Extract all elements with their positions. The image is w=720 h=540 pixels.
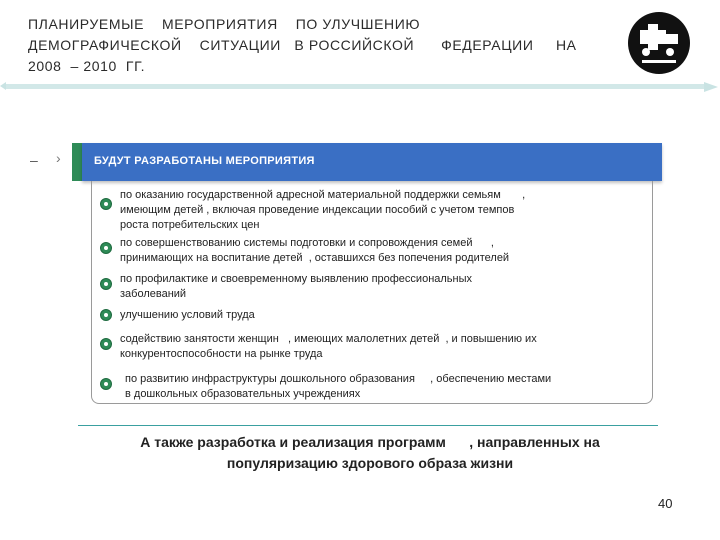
footer-divider: [78, 425, 658, 426]
slide-title: [28, 14, 638, 77]
title-line-1: ПЛАНИРУЕМЫЕ МЕРОПРИЯТИЯ ПО УЛУЧШЕНИЮ: [28, 16, 421, 32]
list-item-text: по оказанию государственной адресной материальной поддержки семьям , имеющим детей , включая проведение индексации пособий с учетом темпов роста потребительских цен: [120, 189, 526, 231]
green-circle-bullet-icon: [100, 278, 112, 290]
green-circle-bullet-icon: [100, 338, 112, 350]
page-number: 40: [658, 496, 673, 511]
title-line-3: 2008 – 2010 ГГ.: [28, 58, 146, 74]
list-item-text: улучшению условий труда: [120, 309, 255, 321]
section-header-label: БУДУТ РАЗРАБОТАНЫ МЕРОПРИЯТИЯ: [94, 155, 315, 167]
title-line-2: ДЕМОГРАФИЧЕСКОЙ СИТУАЦИИ В РОССИЙСКОЙ ФЕДЕРАЦИИ НА: [28, 37, 577, 53]
green-circle-bullet-icon: [100, 378, 112, 390]
green-circle-bullet-icon: [100, 309, 112, 321]
header-arrow-rule: [0, 82, 720, 102]
list-item-text: по совершенствованию системы подготовки и сопровождения семей , принимающих на воспитание детей , оставшихся без попечения родителей: [120, 237, 510, 264]
header-accent-bar: [72, 143, 82, 181]
list-item-text: содействию занятости женщин , имеющих малолетних детей , и повышению их конкурентоспособности на рынке труда: [120, 333, 537, 360]
health-emblem-icon: [626, 10, 692, 76]
section-header: [82, 143, 662, 181]
green-circle-bullet-icon: [100, 242, 112, 254]
dash-marker: –: [30, 152, 38, 168]
footer-note: [100, 432, 640, 474]
footer-line-1: А также разработка и реализация программ , направленных на: [140, 434, 600, 450]
list-item-text: по профилактике и своевременному выявлению профессиональных заболеваний: [120, 273, 473, 300]
list-item-text: по развитию инфраструктуры дошкольного образования , обеспечению местами в дошкольных образовательных учреждениях: [125, 373, 552, 400]
green-circle-bullet-icon: [100, 198, 112, 210]
footer-line-2: популяризацию здорового образа жизни: [226, 455, 514, 471]
chevron-right-icon: ›: [56, 150, 61, 166]
